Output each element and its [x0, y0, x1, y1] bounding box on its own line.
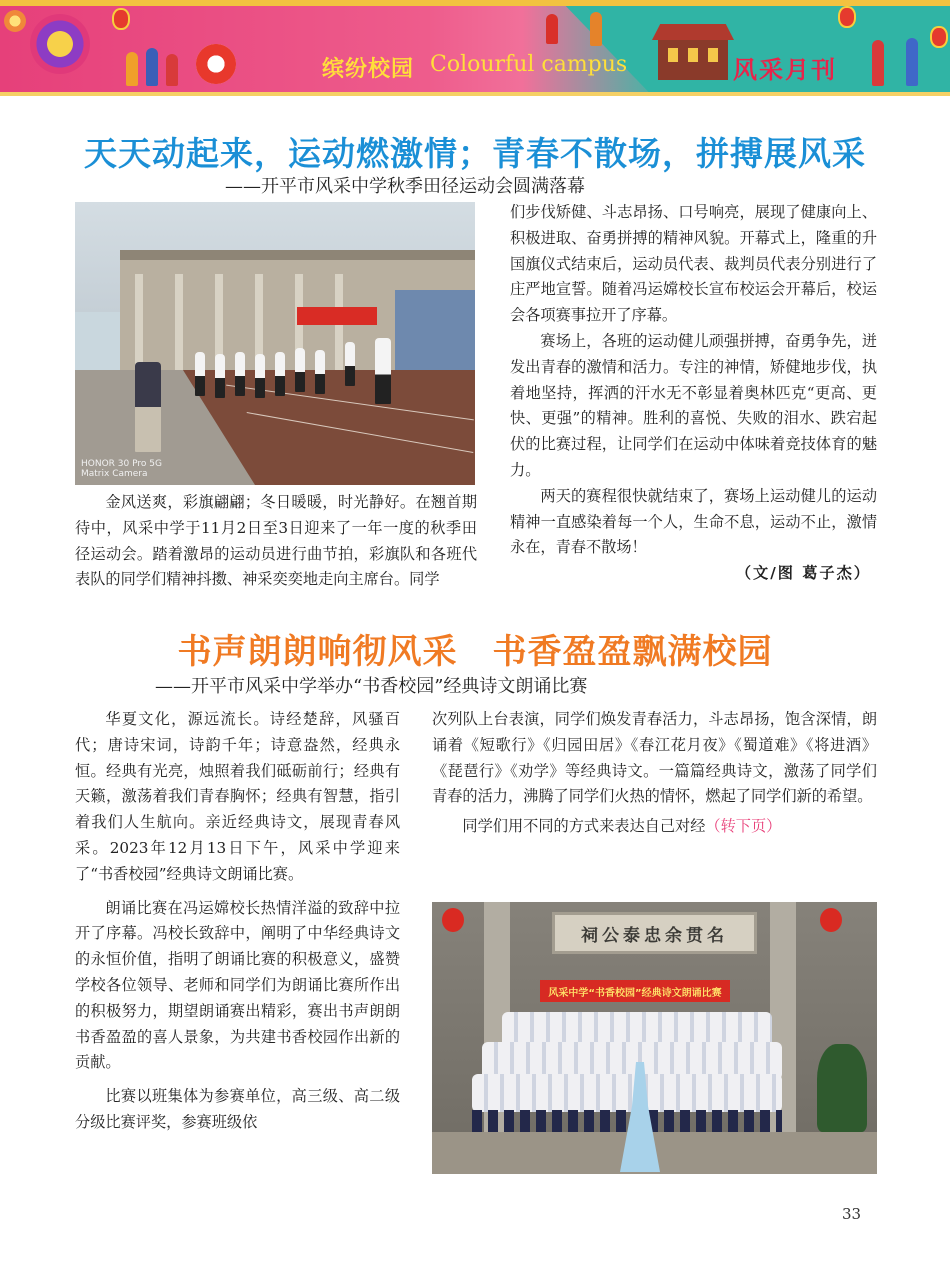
article2-paragraph: 次列队上台表演，同学们焕发青春活力，斗志昂扬，饱含深情，朗诵着《短歌行》《归园田居》《春江花月夜》《蜀道难》《将进酒》《琵琶行》《劝学》等经典诗文。一篇篇经典诗文，激荡了同学们青春的活力，沸腾了同学们火热的情怀，燃起了同学们新的希望。 — [432, 710, 877, 806]
article2-paragraph: 比赛以班集体为参赛单位，高三级、高二级分级比赛评奖，参赛班级依 — [75, 1087, 400, 1131]
child-figure-icon — [126, 52, 138, 86]
article1-left-column — [75, 490, 477, 593]
article1-author: （文/图 葛子杰） — [735, 564, 871, 583]
article2-paragraph: 华夏文化，源远流长。诗经楚辞，风骚百代；唐诗宋词，诗韵千年；诗意盎然，经典永恒。经典有光亮，烛照着我们砥砺前行；经典有天籁，激荡着我们青春胸怀；经典有智慧，指引着我们人生航向。亲近经典诗文，展现青春风采。2023年12月13日下午，风采中学迎来了“书香校园”经典诗文朗诵比赛。 — [75, 710, 400, 883]
article1-subtitle: ——开平市风采中学秋季田径运动会圆满落幕 — [225, 176, 585, 197]
red-banner — [297, 307, 377, 325]
ancestral-hall-plaque: 祠公泰忠余贯名 — [552, 912, 757, 954]
sports-meeting-photo — [75, 202, 475, 485]
banner-bottom-stripe — [0, 92, 950, 96]
article1-paragraph: 赛场上，各班的运动健儿顽强拼搏，奋勇争先，迸发出青春的激情和活力。专注的神情，矫健地步伐，执着地坚持，挥洒的汗水无不彰显着奥林匹克“更高、更快、更强”的精神。胜利的喜悦、失败的泪水、跌宕起伏的比赛过程，让同学们在运动中体味着竞技体育的魅力。 — [510, 331, 877, 479]
lantern-icon — [112, 8, 130, 30]
article2-left-column — [75, 707, 400, 1136]
child-figure-icon — [166, 54, 178, 86]
article1-paragraph: 们步伐矫健、斗志昂扬、口号响亮，展现了健康向上、积极进取、奋勇拼搏的精神风貌。开幕式上，隆重的升国旗仪式结束后，运动员代表、裁判员代表分别进行了庄严地宣誓。随着冯运嫦校长宣布校运会开幕后，校运会各项赛事拉开了序幕。 — [510, 203, 877, 325]
child-figure-icon — [872, 40, 884, 86]
photo-watermark: HONOR 30 Pro 5G Matrix Camera — [81, 459, 162, 479]
child-figure-icon — [146, 48, 158, 86]
lion-dance-icon — [196, 44, 236, 84]
lantern-icon — [838, 6, 856, 28]
article1-paragraph: 金风送爽，彩旗翩翩；冬日暖暖，时光静好。在翘首期待中，风采中学于11月2日至3日迎来了一年一度的秋季田径运动会。踏着激昂的运动员进行曲节拍，彩旗队和各班代表队的同学们精神抖擞、神采奕奕地走向主席台。同学 — [75, 493, 477, 589]
continue-note: （转下页） — [705, 817, 782, 836]
banner-section-en: Colourful campus — [430, 52, 628, 77]
recitation-photo — [432, 902, 877, 1174]
article1-title: 天天动起来，运动燃激情；青春不散场，拼搏展风采 — [84, 134, 866, 173]
flower-ornament-icon — [30, 14, 90, 74]
article2-right-column — [432, 707, 877, 840]
article2-subtitle: ——开平市风采中学举办“书香校园”经典诗文朗诵比赛 — [155, 676, 588, 697]
child-figure-icon — [906, 38, 918, 86]
banner-section-cn: 缤纷校园 — [322, 57, 415, 82]
lantern-icon — [820, 908, 842, 932]
article2-title: 书声朗朗响彻风采 书香盈盈飘满校园 — [177, 632, 773, 672]
potted-tree — [817, 1044, 867, 1132]
header-banner — [0, 0, 950, 96]
magazine-name: 风采月刊 — [733, 56, 837, 84]
article2-continue-line: 同学们用不同的方式来表达自己对经（转下页） — [462, 817, 782, 836]
dancer-figure-icon — [546, 14, 558, 44]
flower-small-icon — [4, 10, 26, 32]
article1-paragraph: 两天的赛程很快就结束了，赛场上运动健儿的运动精神一直感染着每一个人，生命不息，运动不止，激情永在，青春不散场！ — [510, 486, 877, 557]
page-number: 33 — [842, 1205, 862, 1223]
article1-right-column — [510, 200, 877, 587]
house-illustration-icon — [652, 24, 734, 80]
lantern-icon — [442, 908, 464, 932]
event-banner: 风采中学“书香校园”经典诗文朗诵比赛 — [540, 980, 730, 1002]
lantern-icon — [930, 26, 948, 48]
article2-paragraph: 朗诵比赛在冯运嫦校长热情洋溢的致辞中拉开了序幕。冯校长致辞中，阐明了中华经典诗文的永恒价值，指明了朗诵比赛的积极意义，盛赞学校各位领导、老师和同学们为朗诵比赛所作出的积极努力，期望朗诵赛出精彩，赛出书声朗朗书香盈盈的喜人景象，为共建书香校园作出新的贡献。 — [75, 898, 400, 1072]
banner-top-stripe — [0, 0, 950, 6]
dancer-figure-icon — [590, 12, 602, 46]
